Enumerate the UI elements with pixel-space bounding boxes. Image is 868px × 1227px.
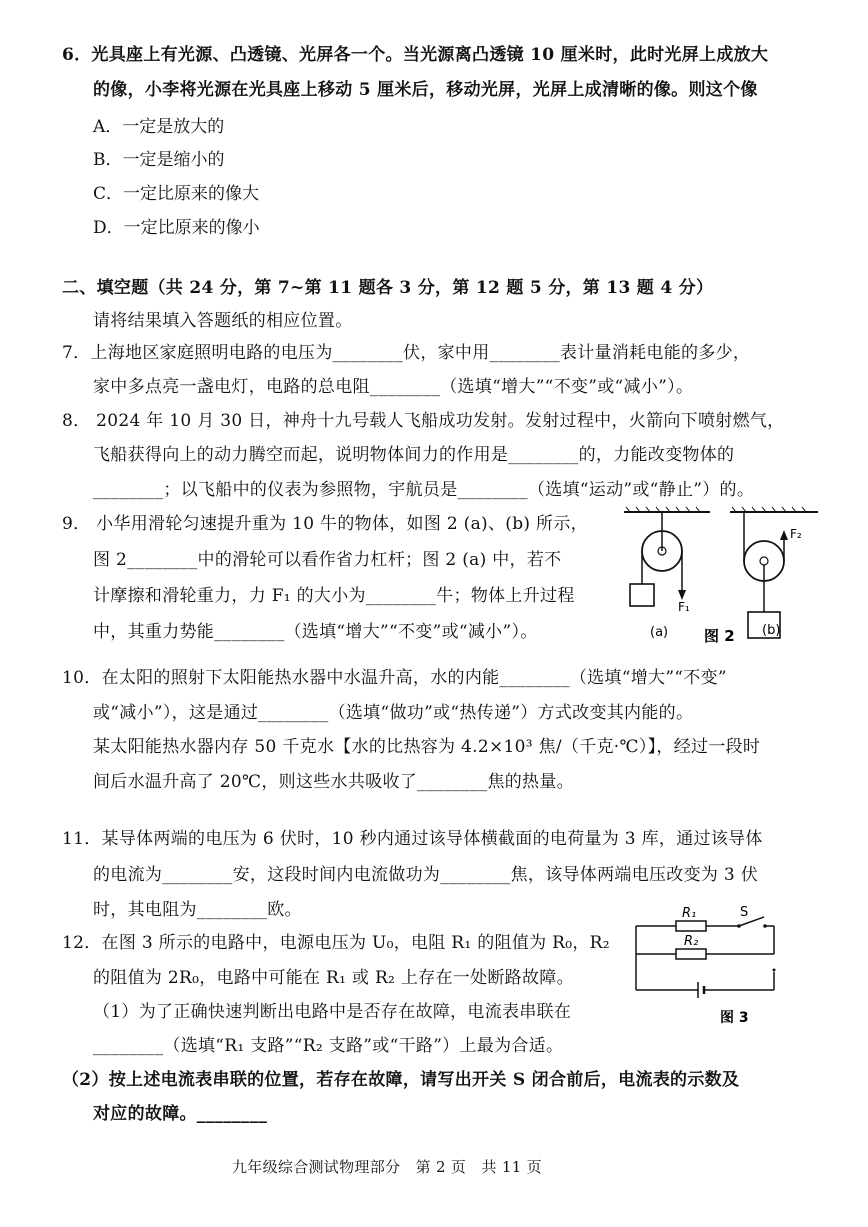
- q6-option-c: C．一定比原来的像大: [93, 184, 260, 204]
- q6-option-d: D．一定比原来的像小: [93, 218, 260, 238]
- q8-line1: 8． 2024 年 10 月 30 日，神舟十九号载人飞船成功发射。发射过程中，火箭向下喷射燃气，: [62, 411, 785, 431]
- section-heading: 二、填空题（共 24 分，第 7~第 11 题各 3 分，第 12 题 5 分，第 13 题 4 分）: [62, 278, 714, 298]
- q9-line3: 计摩擦和滑轮重力，力 F₁ 的大小为________牛；物体上升过程: [93, 586, 575, 606]
- q6-line2: 的像，小李将光源在光具座上移动 5 厘米后，移动光屏，光屏上成清晰的像。则这个像: [93, 80, 758, 100]
- resistor-r1: [676, 921, 706, 931]
- q12-line5: （2）按上述电流表串联的位置，若存在故障，请写出开关 S 闭合前后，电流表的示数及: [62, 1070, 740, 1090]
- q9-line2: 图 2________中的滑轮可以看作省力杠杆；图 2 (a) 中，若不: [93, 550, 562, 570]
- q10-line1: 10．在太阳的照射下太阳能热水器中水温升高，水的内能________（选填“增大”“不变”: [62, 668, 727, 688]
- q10-line3: 某太阳能热水器内存 50 千克水【水的比热容为 4.2×10³ 焦/（千克·℃）】，经过一段时: [93, 737, 761, 757]
- q6-option-b: B．一定是缩小的: [93, 150, 225, 170]
- q12-line6: 对应的故障。________: [93, 1104, 268, 1124]
- figure-2-force-label-a: F₁: [678, 600, 690, 614]
- q9-line4: 中，其重力势能________（选填“增大”“不变”或“减小”）。: [93, 622, 538, 642]
- figure-2-force-label-b: F₂: [790, 527, 802, 541]
- section-instruction: 请将结果填入答题纸的相应位置。: [93, 311, 353, 331]
- q7-line1: 7．上海地区家庭照明电路的电压为________伏，家中用________表计量消耗电能的多少，: [62, 343, 751, 363]
- q12-line2: 的阻值为 2R₀，电路中可能在 R₁ 或 R₂ 上存在一处断路故障。: [93, 968, 574, 988]
- q11-line1: 11．某导体两端的电压为 6 伏时，10 秒内通过该导体横截面的电荷量为 3 库，通过该导体: [62, 829, 763, 849]
- q10-line4: 间后水温升高了 20℃，则这些水共吸收了________焦的热量。: [93, 772, 574, 792]
- q9-line1: 9． 小华用滑轮匀速提升重为 10 牛的物体，如图 2 (a)、(b) 所示，: [62, 514, 588, 534]
- q6-option-a: A．一定是放大的: [93, 117, 225, 137]
- q12-line4: ________（选填“R₁ 支路”“R₂ 支路”或“干路”）上最为合适。: [93, 1036, 564, 1056]
- label-s: S: [740, 906, 749, 920]
- q12-line1: 12．在图 3 所示的电路中，电源电压为 U₀，电阻 R₁ 的阻值为 R₀，R₂: [62, 933, 610, 953]
- q8-line3: ________；以飞船中的仪表为参照物，宇航员是________（选填“运动”或“静止”）的。: [93, 480, 755, 500]
- page-footer: 九年级综合测试物理部分 第 2 页 共 11 页: [232, 1158, 542, 1176]
- figure-2-label-b: (b): [762, 623, 781, 638]
- q7-line2: 家中多点亮一盏电灯，电路的总电阻________（选填“增大”“不变”或“减小”）。: [93, 377, 694, 397]
- q11-line2: 的电流为________安，这段时间内电流做功为________焦，该导体两端电压改变为 3 伏: [93, 865, 759, 885]
- resistor-r2: [676, 949, 706, 959]
- figure-2-caption: 图 2: [704, 627, 735, 645]
- label-r2: R₂: [684, 934, 699, 949]
- figure-2-label-a: (a): [650, 625, 669, 640]
- q8-line2: 飞船获得向上的动力腾空而起，说明物体间力的作用是________的，力能改变物体的: [93, 445, 735, 465]
- label-r1: R₁: [682, 906, 697, 921]
- q10-line2: 或“减小”），这是通过________（选填“做功”或“热传递”）方式改变其内能的。: [93, 703, 694, 723]
- figure-2-pulleys: [622, 506, 822, 651]
- q12-line3: （1）为了正确快速判断出电路中是否存在故障，电流表串联在: [93, 1002, 572, 1022]
- figure-3-circuit: [628, 906, 782, 1028]
- q6-line1: 6．光具座上有光源、凸透镜、光屏各一个。当光源离凸透镜 10 厘米时，此时光屏上成放大: [62, 45, 769, 65]
- figure-3-caption: 图 3: [720, 1010, 749, 1026]
- q11-line3: 时，其电阻为________欧。: [93, 900, 302, 920]
